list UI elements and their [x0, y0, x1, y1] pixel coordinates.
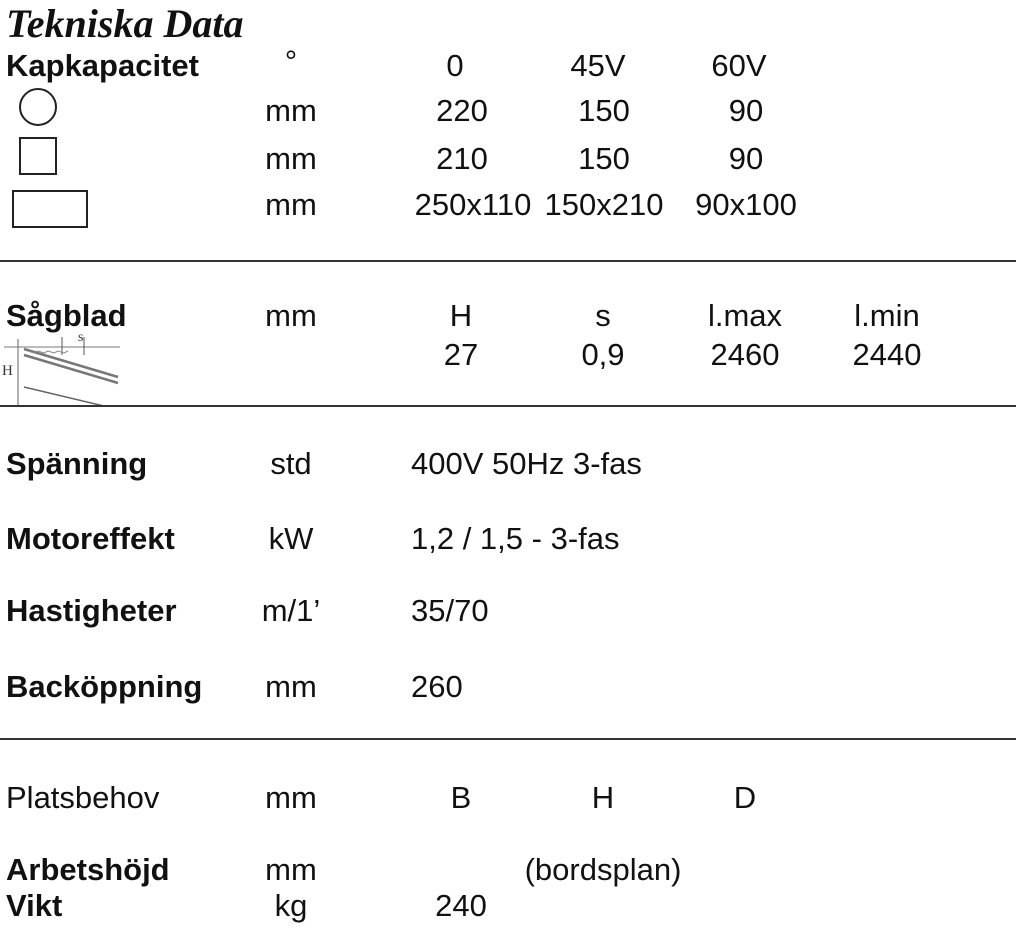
- space-header-d: D: [733, 780, 757, 815]
- square-icon: [19, 137, 57, 175]
- motor-power-label: Motoreffekt: [6, 521, 175, 556]
- unit-mm: mm: [265, 93, 317, 128]
- space-header-h: H: [591, 780, 615, 815]
- blade-value-lmax: 2460: [710, 337, 780, 372]
- square-capacity-60: 90: [728, 141, 764, 176]
- unit-mm: mm: [265, 298, 317, 333]
- blade-header-h: H: [449, 298, 473, 333]
- square-capacity-0: 210: [436, 141, 488, 176]
- work-height-value: (bordsplan): [524, 852, 682, 887]
- saw-blade-diagram: [2, 325, 122, 407]
- speeds-value: 35/70: [411, 593, 489, 628]
- angle-45v: 45V: [570, 48, 626, 83]
- speeds-unit: m/1’: [261, 593, 321, 628]
- work-height-unit: mm: [265, 852, 317, 887]
- speeds-label: Hastigheter: [6, 593, 177, 628]
- voltage-value: 400V 50Hz 3-fas: [411, 446, 642, 481]
- divider: [0, 738, 1016, 740]
- voltage-unit: std: [270, 446, 312, 481]
- blade-value-lmin: 2440: [852, 337, 922, 372]
- blade-value-s: 0,9: [581, 337, 625, 372]
- rectangle-icon: [12, 190, 88, 228]
- round-capacity-0: 220: [436, 93, 488, 128]
- blade-diagram-h-label: H: [2, 363, 13, 379]
- divider: [0, 405, 1016, 407]
- weight-label: Vikt: [6, 888, 63, 923]
- rect-capacity-0: 250x110: [414, 187, 532, 222]
- degree-unit: °: [284, 44, 298, 79]
- angle-0: 0: [446, 48, 464, 83]
- voltage-label: Spänning: [6, 446, 148, 481]
- page-title: Tekniska Data: [6, 1, 244, 46]
- angle-60v: 60V: [711, 48, 767, 83]
- motor-power-value: 1,2 / 1,5 - 3-fas: [411, 521, 620, 556]
- vise-opening-unit: mm: [265, 669, 317, 704]
- round-capacity-45: 150: [578, 93, 630, 128]
- vise-opening-value: 260: [411, 669, 463, 704]
- weight-unit: kg: [274, 888, 308, 923]
- blade-header-lmin: l.min: [854, 298, 920, 333]
- blade-header-s: s: [595, 298, 611, 333]
- circle-icon: [19, 88, 57, 126]
- vise-opening-label: Backöppning: [6, 669, 203, 704]
- round-capacity-60: 90: [728, 93, 764, 128]
- blade-diagram-s-label: s: [78, 330, 84, 345]
- work-height-label: Arbetshöjd: [6, 852, 170, 887]
- unit-mm: mm: [265, 141, 317, 176]
- capacity-label: Kapkapacitet: [6, 48, 199, 83]
- unit-mm: mm: [265, 187, 317, 222]
- rect-capacity-60: 90x100: [695, 187, 797, 222]
- blade-header-lmax: l.max: [707, 298, 783, 333]
- space-label: Platsbehov: [6, 780, 160, 815]
- rect-capacity-45: 150x210: [544, 187, 664, 222]
- blade-label: Sågblad: [6, 298, 127, 333]
- square-capacity-45: 150: [578, 141, 630, 176]
- blade-value-h: 27: [443, 337, 479, 372]
- motor-power-unit: kW: [268, 521, 314, 556]
- weight-value: 240: [435, 888, 487, 923]
- divider: [0, 260, 1016, 262]
- space-header-b: B: [450, 780, 472, 815]
- space-unit: mm: [265, 780, 317, 815]
